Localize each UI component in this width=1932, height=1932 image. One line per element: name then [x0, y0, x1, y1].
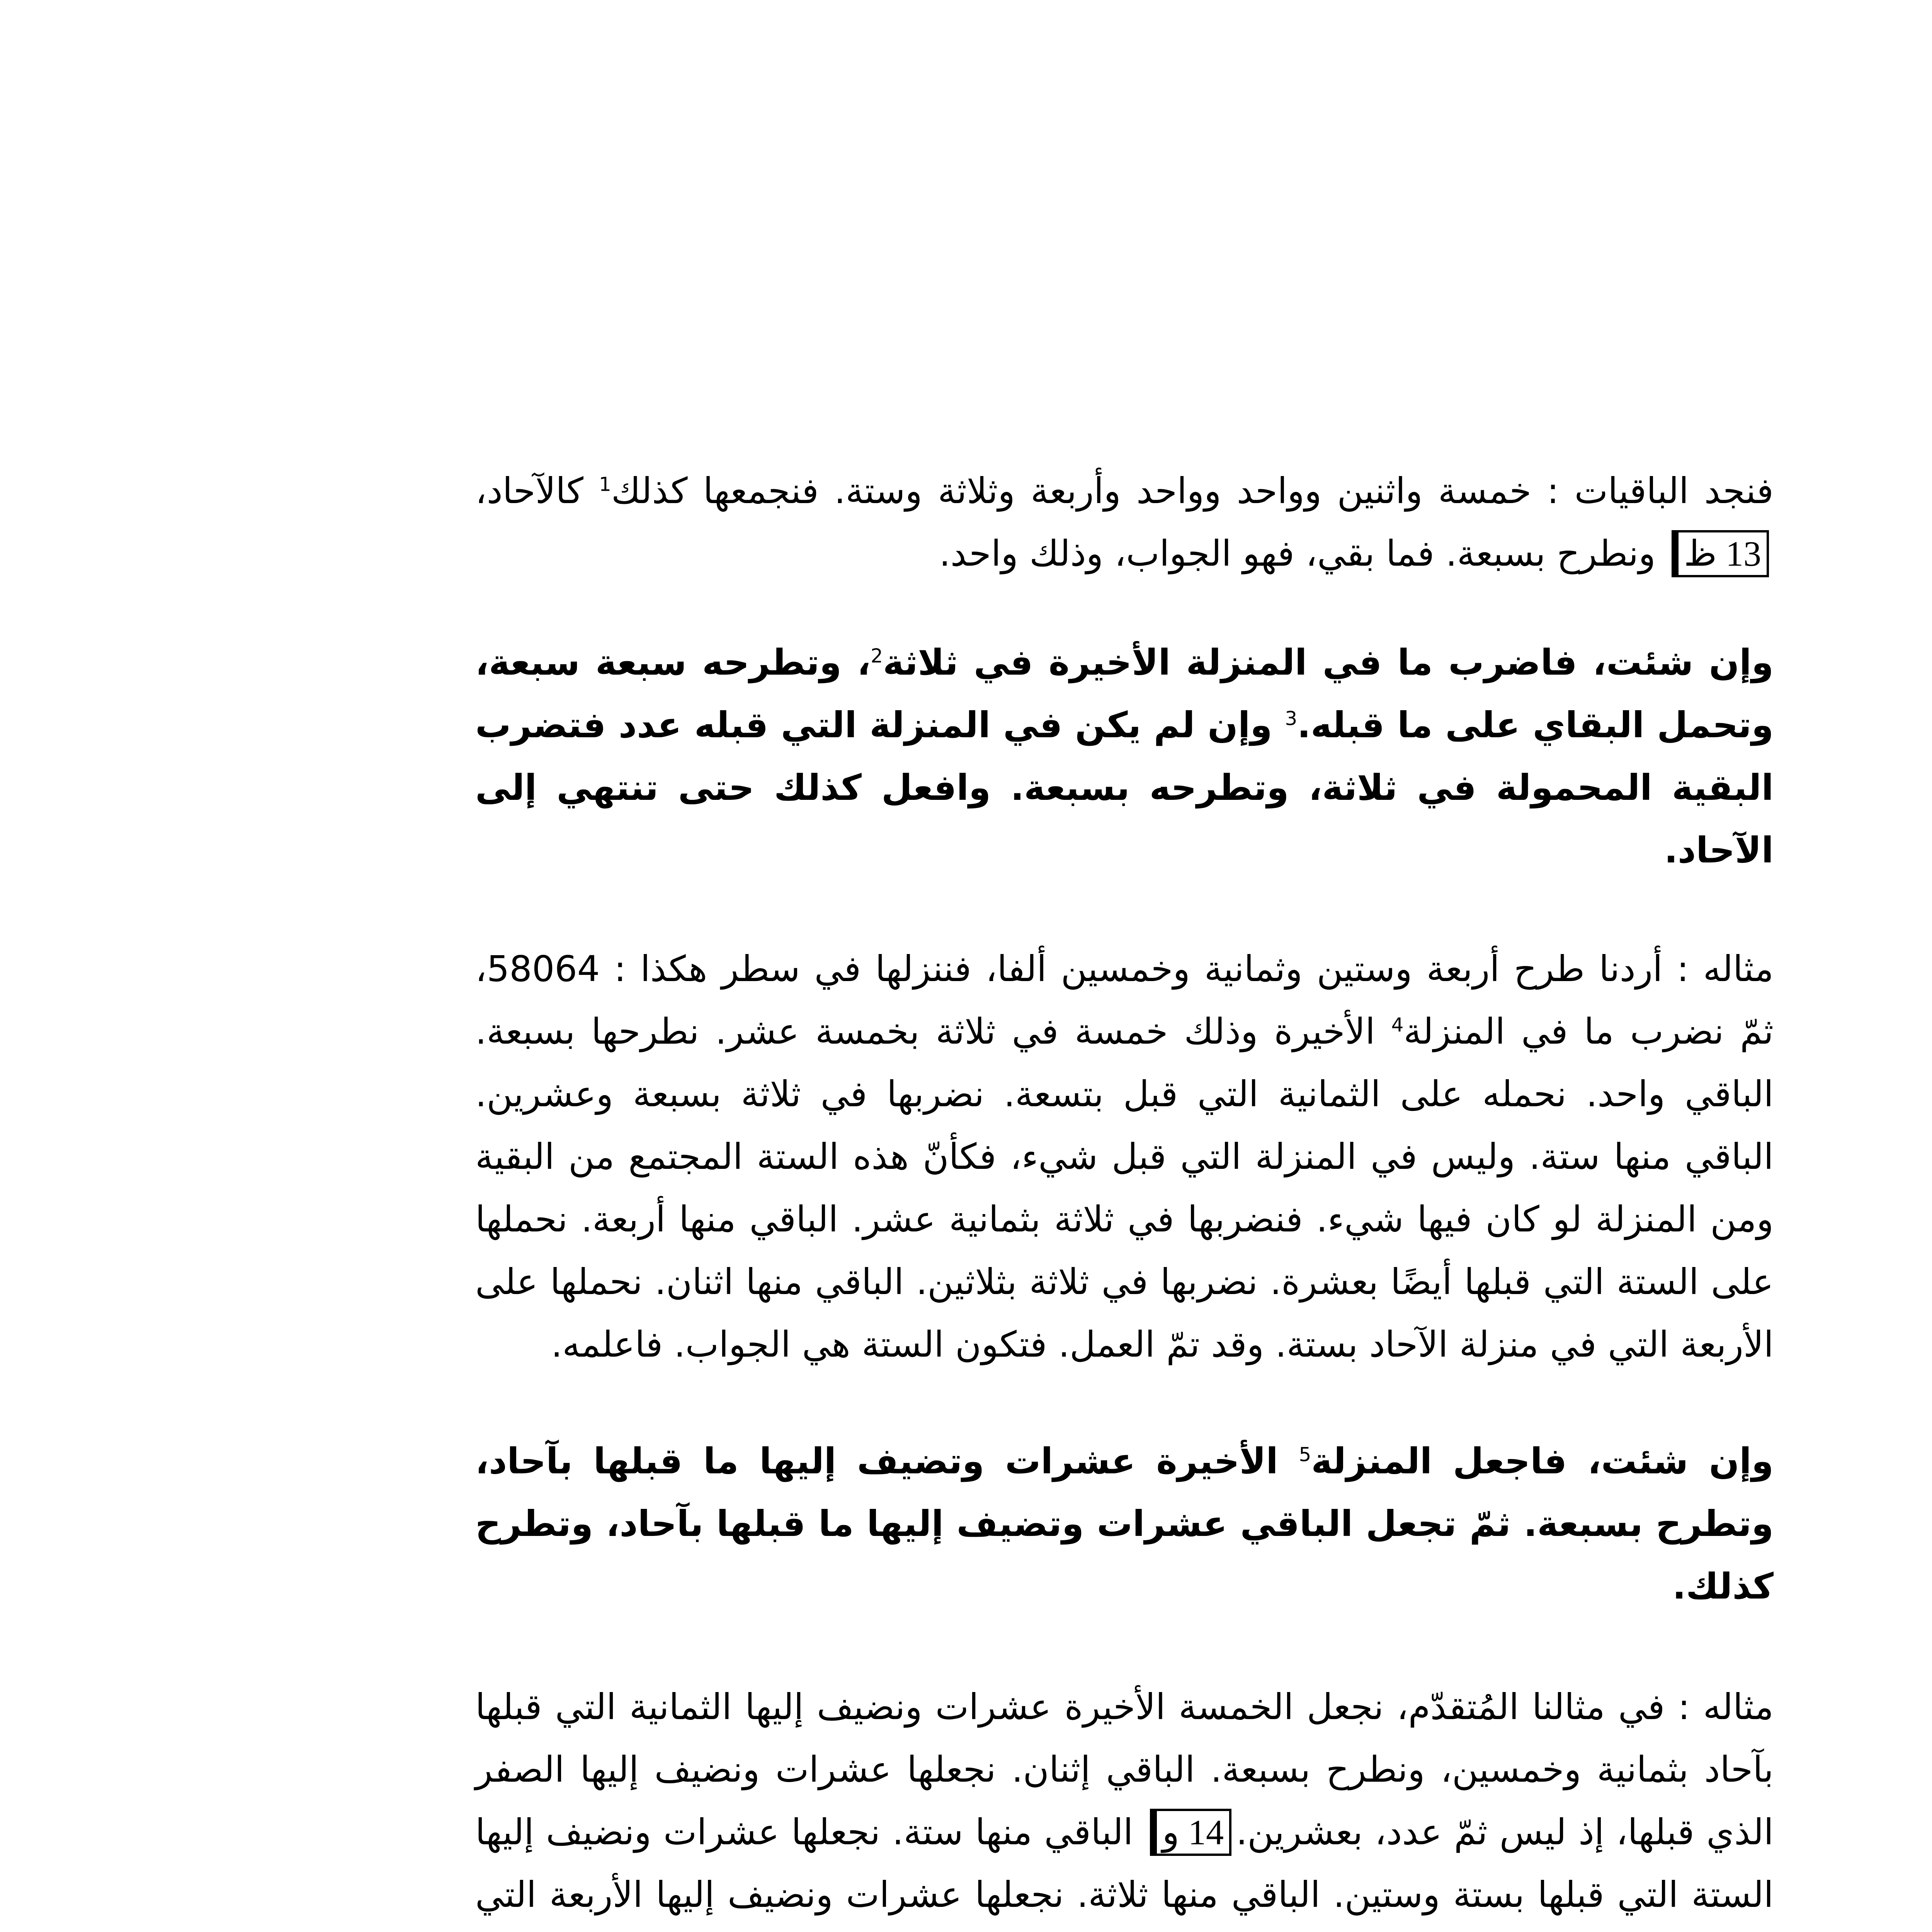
paragraph-4-text-b: الأخيرة عشرات وتضيف إليها ما قبلها بآحاد، وتطرح بسبعة. ثمّ تجعل الباقي عشرات وتضيف إليها ما قبلها بآحاد، وتطرح كذلك.: [475, 1440, 1774, 1607]
footnote-ref-5[interactable]: 5: [1299, 1443, 1311, 1466]
footnote-ref-2[interactable]: 2: [871, 645, 883, 667]
paragraph-4-text-a: وإن شئت، فاجعل المنزلة: [1311, 1440, 1774, 1482]
paragraph-3-example: [475, 938, 1774, 1376]
footnote-ref-3[interactable]: 3: [1285, 707, 1298, 730]
paragraph-5-example: [475, 1676, 1774, 1932]
manuscript-folio-marker: 14 و: [1150, 1809, 1231, 1856]
paragraph-5-text-a: مثاله : في مثالنا المُتقدّم، نجعل الخمسة الأخيرة عشرات ونضيف إليها الثمانية التي قبلها بآحاد بثمانية وخمسين، ونطرح بسبعة. الباقي إثنان. نجعلها عشرات ونضيف إليها الصفر الذي قبلها، إذ ليس ثمّ عدد، بعشرين.: [475, 1686, 1774, 1853]
footnote-ref-4[interactable]: 4: [1391, 1014, 1404, 1036]
paragraph-3-text-a: مثاله : أردنا طرح أربعة وستين وثمانية وخمسين ألفا، فننزلها في سطر هكذا : 58064، ثمّ نضرب ما في المنزلة: [475, 948, 1774, 1052]
manuscript-folio-marker: 13 ظ: [1672, 530, 1769, 577]
paragraph-2-text-c: وإن لم يكن في المنزلة التي قبله عدد فتضرب البقية المحمولة في ثلاثة، وتطرحه بسبعة. وافعل كذلك حتى تنتهي إلى الآحاد.: [475, 704, 1774, 871]
paragraph-5-text-b: الباقي منها ستة. نجعلها عشرات ونضيف إليها الستة التي قبلها بستة وستين. الباقي منها ثلاثة. نجعلها عشرات ونضيف إليها الأربعة التي: [475, 1811, 1774, 1915]
paragraph-1-text-c: ونطرح بسبعة. فما بقي، فهو الجواب، وذلك واحد.: [939, 533, 1667, 574]
paragraph-2-rule: [475, 631, 1774, 882]
paragraph-2-text-a: وإن شئت، فاضرب ما في المنزلة الأخيرة في ثلاثة: [883, 642, 1774, 683]
footnote-ref-1[interactable]: 1: [599, 473, 611, 496]
document-page: [475, 460, 1774, 1932]
paragraph-4-rule: [475, 1430, 1774, 1618]
paragraph-1: [475, 460, 1774, 585]
paragraph-2-text-b: ، وتطرحه سبعة سبعة، وتحمل البقاي على ما قبله.: [475, 642, 1774, 746]
paragraph-1-text-a: فنجد الباقيات : خمسة واثنين وواحد وواحد وأربعة وثلاثة وستة. فنجمعها كذلك: [611, 470, 1774, 512]
paragraph-1-text-b: كالآحاد،: [475, 470, 599, 512]
paragraph-3-text-b: الأخيرة وذلك خمسة في ثلاثة بخمسة عشر. نطرحها بسبعة. الباقي واحد. نحمله على الثمانية التي قبل بتسعة. نضربها في ثلاثة بسبعة وعشرين. الباقي منها ستة. وليس في المنزلة التي قبل شيء، فكأنّ هذه الستة المجتمع من البقية ومن المنزلة لو كان فيها شيء. فنضربها في ثلاثة بثمانية عشر. الباقي منها أربعة. نحملها على الستة التي قبلها أيضًا بعشرة. نضربها في ثلاثة بثلاثين. الباقي منها اثنان. نحملها على الأربعة التي في منزلة الآحاد بستة. وقد تمّ العمل. فتكون الستة هي الجواب. فاعلمه.: [475, 1011, 1774, 1365]
